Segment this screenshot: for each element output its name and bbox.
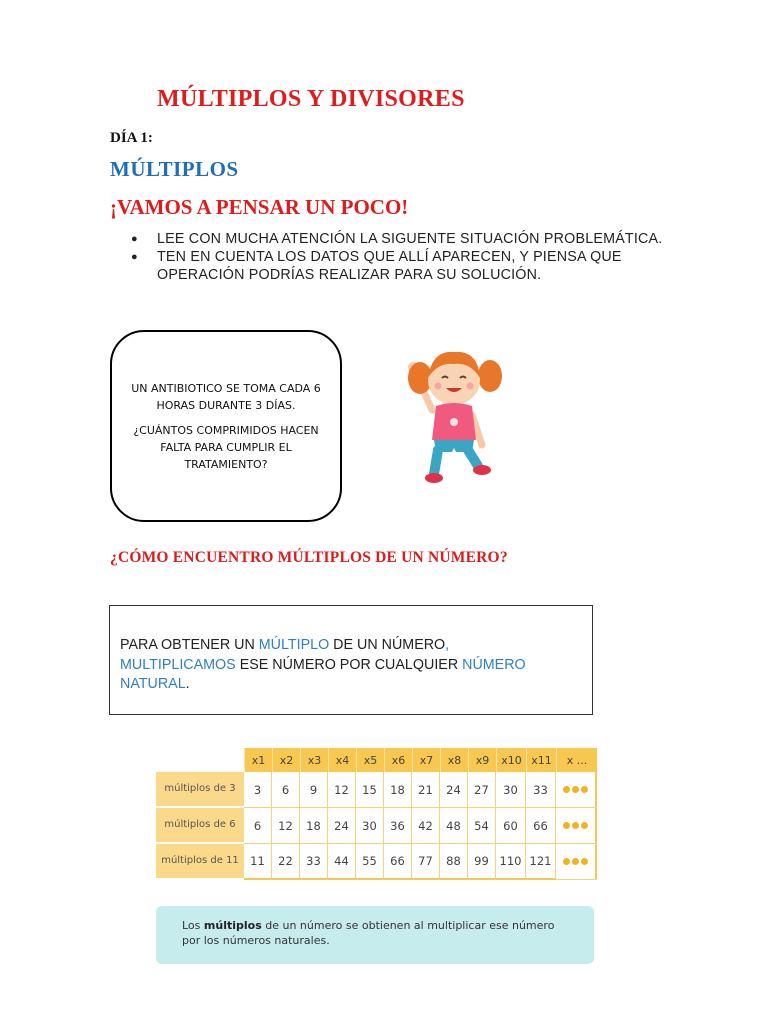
table-cell: 36: [384, 808, 412, 844]
table-cell: 33: [300, 844, 328, 880]
table-cell: 55: [356, 844, 384, 880]
table-header: x ...: [556, 748, 597, 772]
table-header: x10: [496, 748, 526, 772]
table-cell: 33: [526, 772, 556, 808]
table-cell: 24: [328, 808, 356, 844]
instruction-list: [131, 230, 691, 284]
ellipsis-dots-icon: [556, 808, 597, 844]
note-box: [156, 906, 594, 964]
table-header: x9: [468, 748, 496, 772]
table-cell: 99: [468, 844, 496, 880]
ellipsis-dots-icon: [556, 844, 597, 880]
table-header: x3: [300, 748, 328, 772]
table-cell: 30: [496, 772, 526, 808]
table-cell: 27: [468, 772, 496, 808]
table-cell: 21: [412, 772, 440, 808]
table-cell: 66: [384, 844, 412, 880]
problem-question: ¿CUÁNTOS COMPRIMIDOS HACEN FALTA PARA CUMPLIR EL TRATAMIENTO?: [133, 423, 319, 471]
table-header: x7: [412, 748, 440, 772]
row-label: múltiplos de 3: [156, 772, 244, 808]
multiples-table: [156, 748, 597, 880]
table-cell: 6: [244, 808, 272, 844]
table-header: x8: [440, 748, 468, 772]
table-cell: 42: [412, 808, 440, 844]
table-cell: 48: [440, 808, 468, 844]
table-header: x4: [328, 748, 356, 772]
day-label: DÍA 1:: [110, 130, 153, 146]
table-cell: 3: [244, 772, 272, 808]
table-header: x1: [244, 748, 272, 772]
row-label: múltiplos de 11: [156, 844, 244, 880]
table-cell: 54: [468, 808, 496, 844]
keyword-multiplo: MÚLTIPLO: [258, 637, 330, 653]
table-cell: 9: [300, 772, 328, 808]
table-cell: 121: [526, 844, 556, 880]
problem-statement: UN ANTIBIOTICO SE TOMA CADA 6 HORAS DURANTE 3 DÍAS.: [131, 381, 321, 412]
row-label: múltiplos de 6: [156, 808, 244, 844]
table-cell: 44: [328, 844, 356, 880]
instruction-text: LEE CON MUCHA ATENCIÓN LA SIGUENTE SITUACIÓN PROBLEMÁTICA.: [157, 231, 663, 247]
table-row: [156, 844, 597, 880]
table-header: x11: [526, 748, 556, 772]
table-header-row: [156, 748, 597, 772]
definition-text: ESE NÚMERO POR CUALQUIER: [235, 656, 463, 673]
definition-comma: ,: [445, 637, 450, 653]
instruction-text: TEN EN CUENTA LOS DATOS QUE ALLÍ APARECEN, Y PIENSA QUE OPERACIÓN PODRÍAS REALIZAR PARA SU SOLUCIÓN.: [157, 249, 622, 283]
keyword-numero-natural: NÚMERO NATURAL: [120, 656, 526, 692]
table-cell: 66: [526, 808, 556, 844]
think-heading: ¡VAMOS A PENSAR UN POCO!: [110, 195, 409, 219]
list-item: [131, 230, 691, 248]
bullet-icon: ●: [131, 251, 138, 263]
page-title: MÚLTIPLOS Y DIVISORES: [157, 86, 465, 112]
table-cell: 18: [300, 808, 328, 844]
table-cell: 77: [412, 844, 440, 880]
table-cell: 88: [440, 844, 468, 880]
table-cell: 60: [496, 808, 526, 844]
table-row: [156, 772, 597, 808]
table-cell: 12: [272, 808, 300, 844]
table-cell: 22: [272, 844, 300, 880]
table-header: x2: [272, 748, 300, 772]
note-keyword: múltiplos: [203, 919, 262, 932]
table-cell: 30: [356, 808, 384, 844]
table-cell: 15: [356, 772, 384, 808]
definition-box: [109, 605, 593, 715]
table-corner: [156, 748, 244, 772]
note-text: de un número se obtienen al multiplicar ese número por los números naturales.: [182, 919, 555, 947]
girl-figure: [408, 352, 502, 483]
table-cell: 24: [440, 772, 468, 808]
bullet-icon: ●: [131, 233, 138, 245]
table-cell: 18: [384, 772, 412, 808]
list-item: [131, 248, 691, 284]
table-header: x5: [356, 748, 384, 772]
table-cell: 110: [496, 844, 526, 880]
table-cell: 12: [328, 772, 356, 808]
definition-text: .: [185, 676, 190, 692]
girl-illustration: [374, 340, 534, 490]
keyword-multiplicamos: MULTIPLICAMOS: [120, 656, 236, 673]
definition-text: PARA OBTENER UN: [120, 637, 259, 653]
table-cell: 6: [272, 772, 300, 808]
section-title: MÚLTIPLOS: [110, 157, 239, 181]
table-row: [156, 808, 597, 844]
ellipsis-dots-icon: [556, 772, 597, 808]
problem-box: [110, 330, 342, 522]
table-cell: 11: [244, 844, 272, 880]
how-heading: ¿CÓMO ENCUENTRO MÚLTIPLOS DE UN NÚMERO?: [110, 549, 508, 566]
note-text: Los: [182, 919, 204, 932]
definition-text: DE UN NÚMERO: [329, 637, 446, 653]
table-header: x6: [384, 748, 412, 772]
